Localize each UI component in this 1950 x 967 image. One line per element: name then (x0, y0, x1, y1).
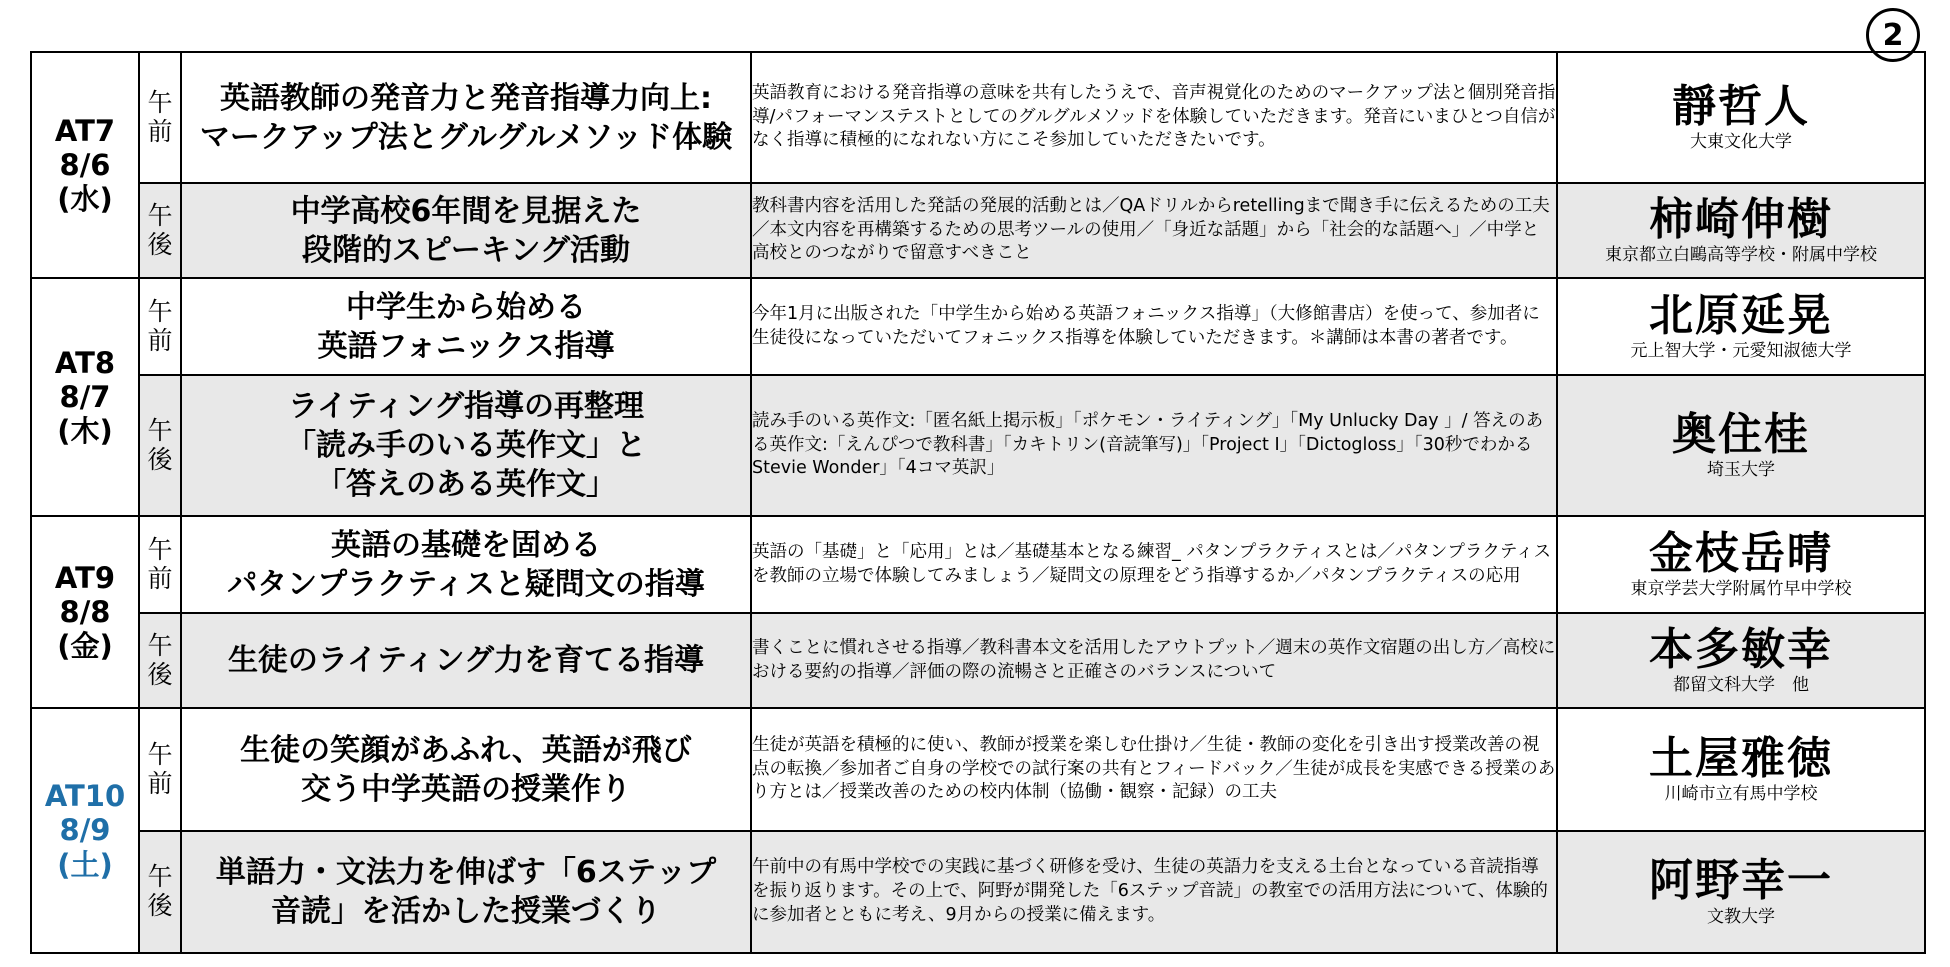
session-title (181, 613, 751, 708)
session-row (31, 278, 1925, 375)
day-date: 8/6 (59, 147, 111, 182)
lecturer-cell (1557, 516, 1925, 613)
lecturer-affiliation: 大東文化大学 (1690, 132, 1792, 153)
session-row (31, 183, 1925, 278)
lecturer-cell (1557, 375, 1925, 516)
title-line: ライティング指導の再整理 (287, 389, 645, 424)
session-title (181, 708, 751, 831)
session-row (31, 613, 1925, 708)
day-code: AT8 (54, 345, 116, 380)
lecturer-cell (1557, 183, 1925, 278)
session-row (31, 831, 1925, 953)
title-line: 単語力・文法力を伸ばす「6ステップ (215, 855, 717, 890)
session-row (31, 52, 1925, 183)
lecturer-affiliation: 東京都立白鷗高等学校・附属中学校 (1605, 245, 1877, 266)
half-label: 午 前 (139, 708, 181, 831)
session-title (181, 831, 751, 953)
title-line: 中学生から始める (346, 289, 586, 325)
lecturer-affiliation: 川崎市立有馬中学校 (1664, 784, 1818, 805)
session-title (181, 516, 751, 613)
day-cell (31, 516, 139, 708)
lecturer-name: 北原延晃 (1649, 289, 1833, 341)
title-line: 英語フォニックス指導 (317, 328, 615, 364)
day-weekday: (木) (57, 414, 113, 449)
page-number-badge: 2 (1866, 8, 1920, 62)
session-description: 英語の「基礎」と「応用」とは／基礎基本となる練習_ パタンプラクティスとは／パタンプラクティス を教師の立場で体験してみましょう／疑問文の原理をどう指導するか／パタンプラクティスの応用 (751, 516, 1557, 613)
lecturer-name: 土屋雅徳 (1649, 732, 1833, 784)
lecturer-name: 金枝岳晴 (1649, 527, 1833, 579)
lecturer-cell (1557, 613, 1925, 708)
session-row (31, 708, 1925, 831)
lecturer-affiliation: 文教大学 (1707, 906, 1775, 927)
half-label: 午 後 (139, 831, 181, 953)
lecturer-name: 阿野幸一 (1649, 855, 1833, 907)
lecturer-name: 奥住桂 (1672, 408, 1810, 460)
day-weekday: (土) (57, 847, 113, 882)
session-description: 読み手のいる英作文:「匿名紙上掲示板」「ポケモン・ライティング」「My Unlucky Day 」/ 答えのある英作文:「えんぴつで教科書」「カキトリン(音読筆写)」「Project I」「Dictogloss」「30秒でわかるStevie Wonder」「4コマ英訳」 (751, 375, 1557, 516)
lecturer-name: 柿崎伸樹 (1649, 193, 1833, 245)
session-title (181, 183, 751, 278)
title-line: 「答えのある英作文」 (316, 467, 616, 502)
day-code: AT9 (54, 560, 116, 595)
session-description: 書くことに慣れさせる指導／教科書本文を活用したアウトプット／週末の英作文宿題の出し方／高校における要約の指導／評価の際の流暢さと正確さのバランスについて (751, 613, 1557, 708)
lecturer-cell (1557, 831, 1925, 953)
title-line: 段階的スピーキング活動 (302, 232, 630, 268)
day-date: 8/7 (59, 379, 111, 414)
session-description: 午前中の有馬中学校での実践に基づく研修を受け、生徒の英語力を支える土台となっている音読指導を振り返ります。その上で、阿野が開発した「6ステップ音読」の教室での活用方法について、体験的に参加者とともに考え、9月からの授業に備えます。 (751, 831, 1557, 953)
title-line: 交う中学英語の授業作り (301, 771, 631, 807)
title-line: 英語教師の発音力と発音指導力向上: (220, 80, 712, 116)
day-date: 8/9 (59, 813, 111, 848)
half-label: 午 後 (139, 183, 181, 278)
session-description: 英語教育における発音指導の意味を共有したうえで、音声視覚化のためのマークアップ法と個別発音指導/パフォーマンステストとしてのグルグルメソッドを体験していただきます。発音にいまひとつ自信がなく指導に積極的になれない方にこそ参加していただきたいです。 (751, 52, 1557, 183)
half-label: 午 後 (139, 613, 181, 708)
lecturer-affiliation: 埼玉大学 (1707, 460, 1775, 481)
lecturer-affiliation: 都留文科大学 他 (1673, 675, 1809, 696)
session-title (181, 278, 751, 375)
session-title (181, 375, 751, 516)
half-label: 午 前 (139, 278, 181, 375)
session-description: 生徒が英語を積極的に使い、教師が授業を楽しむ仕掛け／生徒・教師の変化を引き出す授業改善の視点の転換／参加者ご自身の学校での試行案の共有とフィードバック／生徒が成長を実感できる授業のあり方とは／授業改善のための校内体制（協働・観察・記録）の工夫 (751, 708, 1557, 831)
session-row (31, 375, 1925, 516)
half-label: 午 前 (139, 52, 181, 183)
day-code: AT7 (54, 113, 116, 148)
title-line: 音読」を活かした授業づくり (271, 894, 661, 929)
lecturer-cell (1557, 52, 1925, 183)
half-label: 午 後 (139, 375, 181, 516)
lecturer-name: 本多敏幸 (1649, 623, 1833, 675)
schedule-table (30, 51, 1926, 954)
day-cell (31, 708, 139, 953)
title-line: マークアップ法とグルグルメソッド体験 (199, 119, 733, 155)
session-description: 教科書内容を活用した発話の発展的活動とは／QAドリルからretellingまで聞き手に伝えるための工夫／本文内容を再構築するための思考ツールの使用／「身近な話題」から「社会的な話題へ」／中学と高校とのつながりで留意すべきこと (751, 183, 1557, 278)
title-line: 生徒のライティング力を育てる指導 (227, 643, 705, 678)
lecturer-cell (1557, 278, 1925, 375)
title-line: パタンプラクティスと疑問文の指導 (227, 566, 705, 602)
day-date: 8/8 (59, 594, 111, 629)
title-line: 生徒の笑顔があふれ、英語が飛び (240, 732, 692, 768)
lecturer-affiliation: 元上智大学・元愛知淑徳大学 (1630, 341, 1852, 362)
day-cell (31, 278, 139, 516)
day-code: AT10 (44, 779, 126, 814)
lecturer-name: 靜哲人 (1672, 80, 1810, 132)
half-label: 午 前 (139, 516, 181, 613)
day-weekday: (水) (57, 182, 113, 217)
session-row (31, 516, 1925, 613)
lecturer-affiliation: 東京学芸大学附属竹早中学校 (1630, 579, 1852, 600)
title-line: 中学高校6年間を見据えた (290, 193, 642, 229)
day-weekday: (金) (57, 629, 113, 664)
session-description: 今年1月に出版された「中学生から始める英語フォニックス指導」（大修館書店）を使って、参加者に生徒役になっていただいてフォニックス指導を体験していただきます。＊講師は本書の著者です。 (751, 278, 1557, 375)
day-cell (31, 52, 139, 278)
title-line: 「読み手のいる英作文」と (286, 428, 646, 463)
session-title (181, 52, 751, 183)
lecturer-cell (1557, 708, 1925, 831)
title-line: 英語の基礎を固める (331, 527, 601, 563)
